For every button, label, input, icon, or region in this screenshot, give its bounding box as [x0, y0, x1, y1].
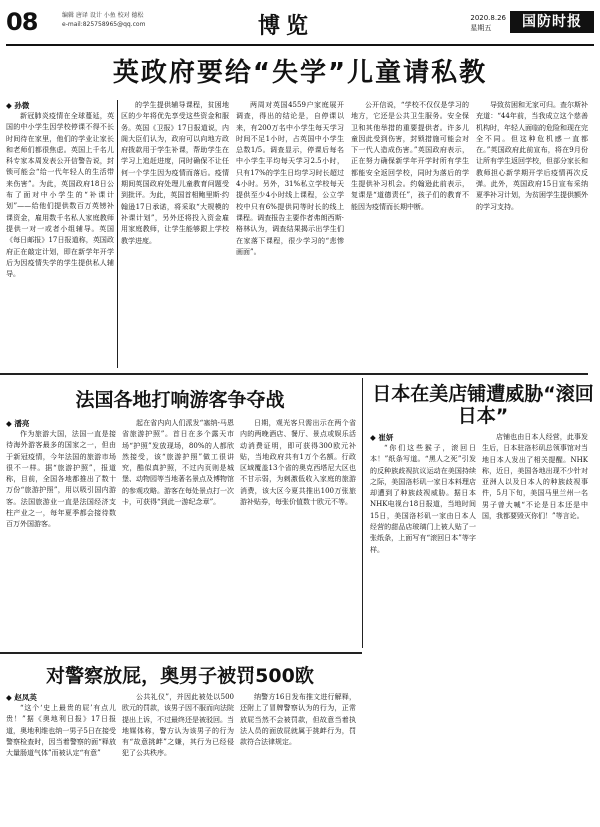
- article2-author: 潘亮: [14, 419, 30, 428]
- article1-text: 公开信说，“学校不仅仅是学习的地方，它还是公共卫生服务。安全保卫和其他举措的重要提供者。许多儿童因此受到伤害，封锁措施可能会对下一代人造成伤害。”英国政府表示，正在努力确保新学年开学时所有学生都能安全返回学校，同时为落后的学生提供补习机会。约翰逊此前表示，复课是“道德责任”，孩子们的教育不能因为疫情而长期中断。: [351, 101, 469, 211]
- issue-weekday: 星期五: [470, 24, 492, 32]
- article4-byline: [6, 692, 116, 703]
- article2-col1: [6, 418, 116, 648]
- article2-text: 起在省内向人们派发“塞纳-马恩省旅游护照”。首日在多个露天市场“护照”发放现场，80%的人都欣然接受，该“旅游护照”做工很讲究，酷似真护照，不过内页则是城堡、动物园等当地著名景点及博物馆的参观攻略。游客在每处景点打一次卡，可获得“到此一游纪念章”。: [122, 419, 234, 507]
- author-icon: ◆: [370, 433, 376, 442]
- article2-text: 作为旅游大国，法国一直是接待海外游客最多的国家之一，但由于新冠疫情，今年法国的旅游市场很不一样。据“旅游护照”，报道称，目前，全国各地都推出了数十万份“旅游护照”，用以吸引国内游客。法国旅游业一直是法国经济支柱产业之一，每年夏季都会接待数百万外国游客。: [6, 430, 116, 529]
- article2-text: 日期，观光客只需出示在两个省内的两晚酒店、餐厅、景点或娱乐活动消费证明，即可获得300欧元补贴，当地政府共有1万个名额。行政区域覆盖13个省的奥克西塔尼大区也不甘示弱，为刺激低收入家庭的旅游消费，该大区今夏共推出100万张旅游补贴券，每张价值数十欧元不等。: [240, 419, 356, 507]
- section-rule: [0, 652, 362, 654]
- article4-col2: [122, 692, 234, 822]
- column-divider: [117, 100, 118, 368]
- article4-text: 公共礼仪”，并因此被处以500欧元的罚款，该男子因不服而向法院提出上诉，不过最终还是被驳回。当地媒体称，警方认为该男子的行为有“故意挑衅”之嫌，其行为已经侵犯了公共秩序。: [122, 693, 234, 758]
- article1-text: 导致贫困和无家可归。查尔斯补充道：“44年前，当我成立这个慈善机构时，年轻人面临的危险和现在完全不同。但这种危机感一直都在。”英国政府此前宣布，将在9月份让所有学生返回学校，但部分家长和教师担心新学期开学后疫情再次反弹。此外，英国政府15日宣布采纳夏季补习计划，为贫困学生提供额外的学习支持。: [476, 101, 588, 211]
- article2-byline: [6, 418, 116, 429]
- article4-col3: [240, 692, 356, 822]
- issue-date: 2020.8.26: [470, 14, 506, 22]
- article2-col2: [122, 418, 234, 648]
- masthead: [6, 4, 594, 46]
- article3-text: 店铺也由日本人经营，此事发生后，日本驻洛杉矶总领事馆对当地日本人发出了相关提醒。NHK称，近日，美国各地出现不少针对亚洲人以及日本人的种族歧视事件，5月下旬，美国马里兰州一名男子曾大喊“不论是日本还是中国，我都要毁灭你们！”等言论。: [482, 433, 588, 521]
- article3-col1: [370, 432, 476, 812]
- article1-text: 的学生提供辅导课程，贫困地区的少年将优先享受这些资金和服务。英国《卫报》17日报道说，内阁大臣们认为，政府可以向地方政府拨款用于学生补课，帮助学生在学习上追赶进度，同时确保不让任何一个学生因为疫情而落后。疫情期间英国政府处理儿童教育问题受到批评。为此，英国首相鲍里斯·约翰逊17日承诺，将采取“大规模的补课计划”，另外还将投入资金雇用家庭教师，让学生能够跟上学校教学进度。: [121, 101, 229, 245]
- article4-col1: [6, 692, 116, 822]
- article1-text: 新冠肺炎疫情在全球蔓延，英国的中小学生因学校停课不得不长时间待在家里，他们的学业让家长和老师们都很焦虑。英国上千名儿科专家本周发表公开信警告说，封锁可能会“给一代年轻人的生活带来伤害”。为此，英国政府18日公布了面对中小学生的“补课计划”——给他们提供数百万英镑补课资金，雇用数千名私人家庭教师提供一对一或者小组辅导。英国《每日邮报》17日报道称，英国政府正在敲定计划，即在新学年开学后为因疫情失学的学生提供私人辅导。: [6, 112, 114, 279]
- article4-headline: 对警察放屁，奥男子被罚500欧: [46, 665, 314, 687]
- column-divider: [362, 378, 363, 648]
- editor-names: 编辑 唐译 设计 小鱼 校对 德松: [62, 12, 144, 19]
- article1-text: 两周对英国4559户家庭展开调查，得出的结论是，自停课以来，有200万名中小学生每天学习时间不足1小时，占英国中小学生总数1/5。调查显示，停课后每名中小学生平均每天学习2.5小时，只有17%的学生日均学习时长超过4小时。另外，31%私立学校每天提供至少4小时线上课程，公立学校中只有6%提供同等时长的线上课程。调查报告主要作者弗朗西斯·格林认为，调查结果揭示出学生们在家落下课程，很少学习的“悲惨画面”。: [236, 101, 344, 256]
- article2-headline: 法国各地打响游客争夺战: [75, 389, 285, 411]
- article3-byline: [370, 432, 476, 443]
- section-title: 博览: [258, 13, 315, 39]
- editor-email: e-mail:825758965@qq.com: [62, 21, 146, 28]
- article1-col3: [236, 100, 344, 368]
- article1-col2: [121, 100, 229, 368]
- article4-text: 纳警方16日发布推文进行解释，还附上了冒牌警察认为的行为，正常放屁当然不会被罚款，但故意当着执法人员的面放屁就属于挑衅行为，罚款符合法律规定。: [240, 693, 356, 747]
- article1-author: 孙微: [14, 101, 30, 110]
- date-block: [470, 13, 506, 33]
- section-rule: [0, 373, 588, 375]
- article4-text: “这个‘史上最贵的屁’有点儿贵！”据《奥地利日报》17日报道，奥地利维也纳一男子5日在接受警察检查时，因当着警察的面“释放大量肠道气体”而被认定“有意”: [6, 704, 116, 758]
- author-icon: ◆: [6, 101, 12, 110]
- article1-byline: [6, 100, 114, 111]
- editor-credits: [62, 11, 145, 29]
- article1-headline: 英政府要给“失学”儿童请私教: [112, 58, 488, 88]
- article3-author: 崔妍: [378, 433, 394, 442]
- article2-col3: [240, 418, 356, 648]
- author-icon: ◆: [6, 419, 12, 428]
- article1-col4: [351, 100, 469, 368]
- article1-col1: [6, 100, 114, 368]
- article3-headline: 日本在美店铺遭威胁“滚回日本”: [372, 383, 594, 427]
- article3-text: “你们这些猴子，滚回日本！”纸条写道。“黑人之死”引发的反种族歧视抗议运动在美国持续之际，美国洛杉矶一家日本料理店却遭到了种族歧视威胁。据日本NHK电视台18日报道，当地时间15日，美国洛杉矶一家由日本人经营的甜品店玻璃门上被人贴了一张纸条，上面写有“滚回日本”等字样。: [370, 444, 476, 554]
- newspaper-logo: 国防时报: [510, 11, 594, 33]
- article1-col5: [476, 100, 588, 368]
- page-number: 08: [6, 8, 38, 36]
- author-icon: ◆: [6, 693, 12, 702]
- article3-col2: [482, 432, 588, 812]
- article4-author: 赵凤英: [14, 693, 37, 702]
